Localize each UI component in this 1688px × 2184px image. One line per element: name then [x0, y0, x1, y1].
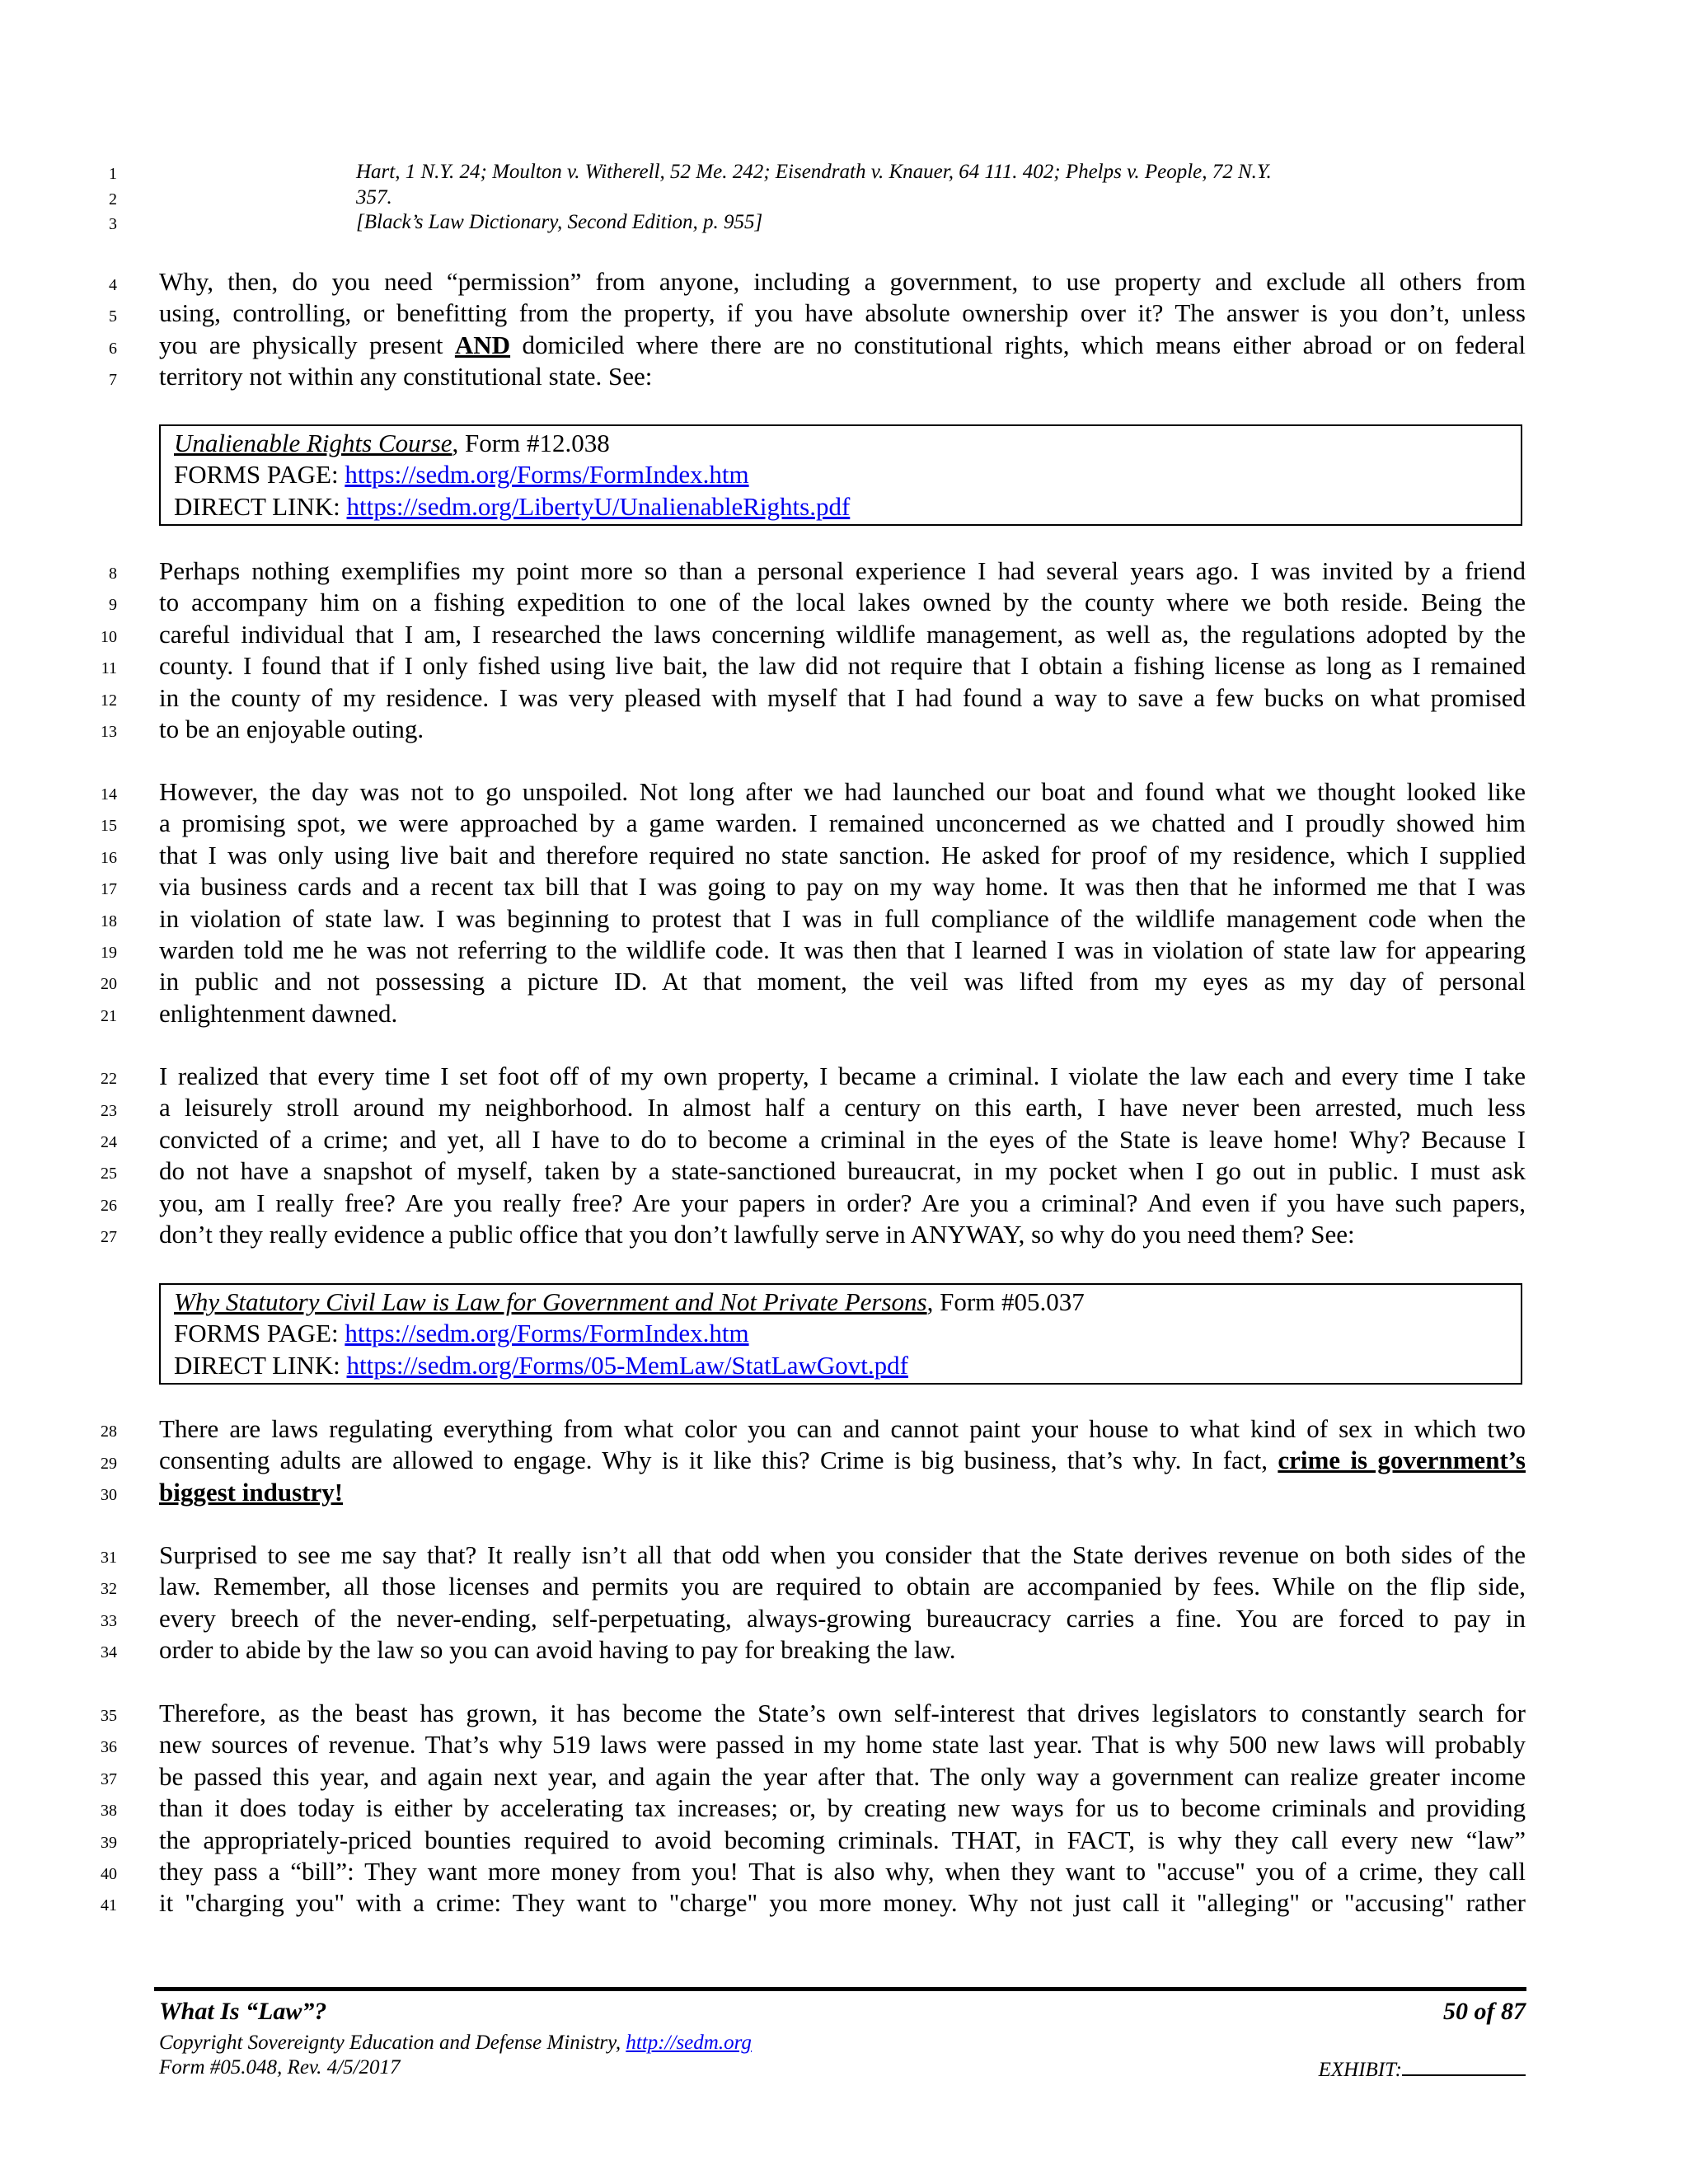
line-number: 5	[109, 307, 117, 326]
text-span: domiciled where there are no constitutional rights, which means either abroad or on federal	[510, 330, 1526, 359]
line-number: 7	[109, 371, 117, 389]
line-number: 2	[109, 190, 117, 209]
line-number: 28	[101, 1422, 117, 1441]
text-line: via business cards and a recent tax bill that I was going to pay on my way home. It was then that he informed me that I was	[159, 872, 1526, 902]
reference-title-row	[174, 428, 1507, 459]
line-number: 29	[101, 1455, 117, 1473]
text-line	[159, 330, 1526, 361]
line-number: 40	[101, 1865, 117, 1883]
text-line: There are laws regulating everything from what color you can and cannot paint your house to what kind of sex in which two	[159, 1414, 1526, 1443]
text-line: be passed this year, and again next year, and again the year after that. The only way a government can realize greater income	[159, 1761, 1526, 1791]
line-number: 13	[101, 723, 117, 741]
forms-page-label: FORMS PAGE:	[174, 1319, 345, 1348]
text-line: a promising spot, we were approached by a game warden. I remained unconcerned as we chatted and I proudly showed him	[159, 808, 1526, 838]
reference-box	[159, 424, 1522, 526]
reference-title: Why Statutory Civil Law is Law for Government and Not Private Persons	[174, 1287, 927, 1316]
copyright-text: Copyright Sovereignty Education and Defense Ministry,	[159, 2032, 626, 2054]
text-line: don’t they really evidence a public office that you don’t lawfully serve in ANYWAY, so why do you need them? See:	[159, 1220, 1355, 1249]
reference-box	[159, 1283, 1522, 1385]
line-number: 31	[101, 1549, 117, 1567]
footer-title-row	[159, 1998, 1526, 2026]
citation-quote-line: 357.	[356, 186, 392, 209]
line-number: 38	[101, 1802, 117, 1820]
text-line: Perhaps nothing exemplifies my point more so than a personal experience I had several years ago. I was invited by a friend	[159, 556, 1526, 585]
forms-page-link[interactable]: https://sedm.org/Forms/FormIndex.htm	[345, 1319, 749, 1348]
reference-form: , Form #05.037	[926, 1287, 1085, 1316]
text-line	[159, 1477, 1526, 1508]
line-number: 37	[101, 1770, 117, 1788]
reference-title: Unalienable Rights Course	[174, 429, 452, 457]
line-number: 26	[101, 1197, 117, 1215]
text-line: do not have a snapshot of myself, taken by a state-sanctioned bureaucrat, in my pocket when I go out in public. I must ask	[159, 1156, 1526, 1186]
text-line: careful individual that I am, I researched the laws concerning wildlife management, as well as, the regulations adopted by the	[159, 619, 1526, 649]
text-line: Therefore, as the beast has grown, it has become the State’s own self-interest that drives legislators to constantly search for	[159, 1699, 1526, 1727]
citation-quote-line: [Black’s Law Dictionary, Second Edition, p. 955]	[356, 211, 763, 233]
form-revision: Form #05.048, Rev. 4/5/2017	[159, 2056, 401, 2079]
line-number: 6	[109, 340, 117, 358]
line-number: 17	[101, 880, 117, 898]
exhibit-field	[1319, 2056, 1526, 2082]
direct-link-label: DIRECT LINK:	[174, 1350, 347, 1380]
text-line: I realized that every time I set foot off of my own property, I became a criminal. I violate the law each and every time I take	[159, 1062, 1526, 1090]
text-line: you, am I really free? Are you really free? Are your papers in order? Are you a criminal? And even if you have such papers,	[159, 1188, 1526, 1217]
exhibit-blank	[1402, 2056, 1526, 2076]
footer-form-row	[159, 2056, 1526, 2079]
text-line: to accompany him on a fishing expedition to one of the local lakes owned by the county where we both reside. Being the	[159, 588, 1526, 617]
text-line: the appropriately-priced bounties required to avoid becoming criminals. THAT, in FACT, is why they call every new “law”	[159, 1825, 1526, 1854]
text-line: to be an enjoyable outing.	[159, 715, 424, 744]
reference-form: , Form #12.038	[452, 429, 610, 457]
line-number: 24	[101, 1133, 117, 1151]
direct-link-row	[174, 1350, 1507, 1381]
forms-page-label: FORMS PAGE:	[174, 460, 345, 490]
line-number: 27	[101, 1228, 117, 1246]
text-line: in the county of my residence. I was very pleased with myself that I had found a way to save a few bucks on what promised	[159, 682, 1526, 712]
page-number: 50 of 87	[1443, 1998, 1526, 2025]
footer-rule	[154, 1987, 1526, 1991]
text-line: enlightenment dawned.	[159, 998, 398, 1028]
direct-link-label: DIRECT LINK:	[174, 491, 347, 521]
text-line: warden told me he was not referring to the wildlife code. It was then that I learned I was in violation of state law for appearing	[159, 935, 1526, 965]
direct-link[interactable]: https://sedm.org/Forms/05-MemLaw/StatLawGovt.pdf	[346, 1350, 908, 1380]
text-line: Surprised to see me say that? It really isn’t all that odd when you consider that the State derives revenue on both sides of the	[159, 1540, 1526, 1569]
line-number: 41	[101, 1896, 117, 1915]
forms-page-row	[174, 459, 1507, 490]
line-number: 11	[101, 659, 117, 677]
text-line: it "charging you" with a crime: They want to "charge" you more money. Why not just call it "alleging" or "accusing" rather	[159, 1888, 1526, 1918]
direct-link-row	[174, 491, 1507, 523]
paragraph	[159, 1698, 1526, 1919]
line-number: 4	[109, 276, 117, 294]
line-number: 1	[109, 165, 117, 183]
text-line: law. Remember, all those licenses and permits you are required to obtain are accompanied by fees. While on the flip side,	[159, 1572, 1526, 1601]
copyright-link[interactable]: http://sedm.org	[626, 2032, 752, 2054]
text-line: county. I found that if I only fished using live bait, the law did not require that I obtain a fishing license as long as I remained	[159, 651, 1526, 681]
line-number: 30	[101, 1486, 117, 1504]
text-line: they pass a “bill”: They want more money from you! That is also why, when they want to "accuse" you of a crime, they call	[159, 1857, 1526, 1886]
paragraph	[159, 776, 1526, 1029]
emphasis-and: AND	[454, 330, 511, 359]
text-line: every breech of the never-ending, self-perpetuating, always-growing bureaucracy carries a fine. You are forced to pay in	[159, 1603, 1526, 1633]
line-number: 8	[109, 565, 117, 583]
paragraph	[159, 1061, 1526, 1250]
line-number: 34	[101, 1643, 117, 1661]
line-number: 23	[101, 1102, 117, 1120]
text-line: However, the day was not to go unspoiled. Not long after we had launched our boat and found what we thought looked like	[159, 777, 1526, 806]
line-number: 22	[101, 1070, 117, 1088]
paragraph	[159, 555, 1526, 745]
line-number: 14	[101, 785, 117, 804]
footer-copyright	[159, 2032, 1526, 2055]
line-number: 12	[101, 691, 117, 710]
emphasis-industry: biggest industry!	[159, 1477, 344, 1507]
paragraph	[159, 266, 1526, 393]
text-line: convicted of a crime; and yet, all I have to do to become a criminal in the eyes of the State is leave home! Why? Because I	[159, 1124, 1526, 1154]
forms-page-row	[174, 1318, 1507, 1349]
text-span: you are physically present	[159, 330, 455, 359]
line-number: 36	[101, 1738, 117, 1756]
text-line: using, controlling, or benefitting from the property, if you have absolute ownership over it? The answer is you don’t, unless	[159, 298, 1526, 328]
paragraph	[159, 1540, 1526, 1666]
text-span: consenting adults are allowed to engage. Why is it like this? Crime is big business, that’s why. In fact,	[159, 1446, 1278, 1475]
line-number: 21	[101, 1007, 117, 1025]
line-number: 10	[101, 628, 117, 646]
text-line	[159, 1445, 1526, 1476]
emphasis-crime: crime is government’s	[1278, 1446, 1526, 1475]
text-line: than it does today is either by accelerating tax increases; or, by creating new ways for us to become criminals and providing	[159, 1793, 1526, 1823]
forms-page-link[interactable]: https://sedm.org/Forms/FormIndex.htm	[345, 460, 749, 490]
paragraph	[159, 1413, 1526, 1508]
text-line: territory not within any constitutional state. See:	[159, 362, 653, 391]
text-line: a leisurely stroll around my neighborhood. In almost half a century on this earth, I have never been arrested, much less	[159, 1093, 1526, 1122]
line-number: 35	[101, 1707, 117, 1725]
line-number: 25	[101, 1165, 117, 1183]
line-number: 39	[101, 1834, 117, 1852]
line-number: 18	[101, 912, 117, 930]
reference-title-row	[174, 1286, 1507, 1318]
line-number: 9	[109, 596, 117, 614]
citation-quote-line: Hart, 1 N.Y. 24; Moulton v. Witherell, 52 Me. 242; Eisendrath v. Knauer, 64 111. 402; Phelps v. People, 72 N.Y.	[356, 161, 1272, 183]
line-number: 16	[101, 849, 117, 867]
line-number: 15	[101, 817, 117, 835]
text-line: that I was only using live bait and therefore required no state sanction. He asked for proof of my residence, which I supplied	[159, 840, 1526, 869]
line-number: 20	[101, 975, 117, 993]
line-number: 33	[101, 1612, 117, 1630]
exhibit-label: EXHIBIT:	[1318, 2059, 1402, 2081]
text-line: in violation of state law. I was beginning to protest that I was in full compliance of the wildlife management code when the	[159, 903, 1526, 933]
text-line: order to abide by the law so you can avoid having to pay for breaking the law.	[159, 1635, 956, 1665]
text-line: new sources of revenue. That’s why 519 laws were passed in my home state last year. That is why 500 new laws will probably	[159, 1730, 1526, 1760]
document-title: What Is “Law”?	[159, 1998, 327, 2025]
text-line: Why, then, do you need “permission” from anyone, including a government, to use property and exclude all others from	[159, 267, 1526, 296]
text-line: in public and not possessing a picture ID. At that moment, the veil was lifted from my eyes as my day of personal	[159, 967, 1526, 996]
line-number: 19	[101, 944, 117, 962]
direct-link[interactable]: https://sedm.org/LibertyU/UnalienableRights.pdf	[346, 491, 851, 521]
line-number: 3	[109, 215, 117, 233]
line-number: 32	[101, 1580, 117, 1598]
